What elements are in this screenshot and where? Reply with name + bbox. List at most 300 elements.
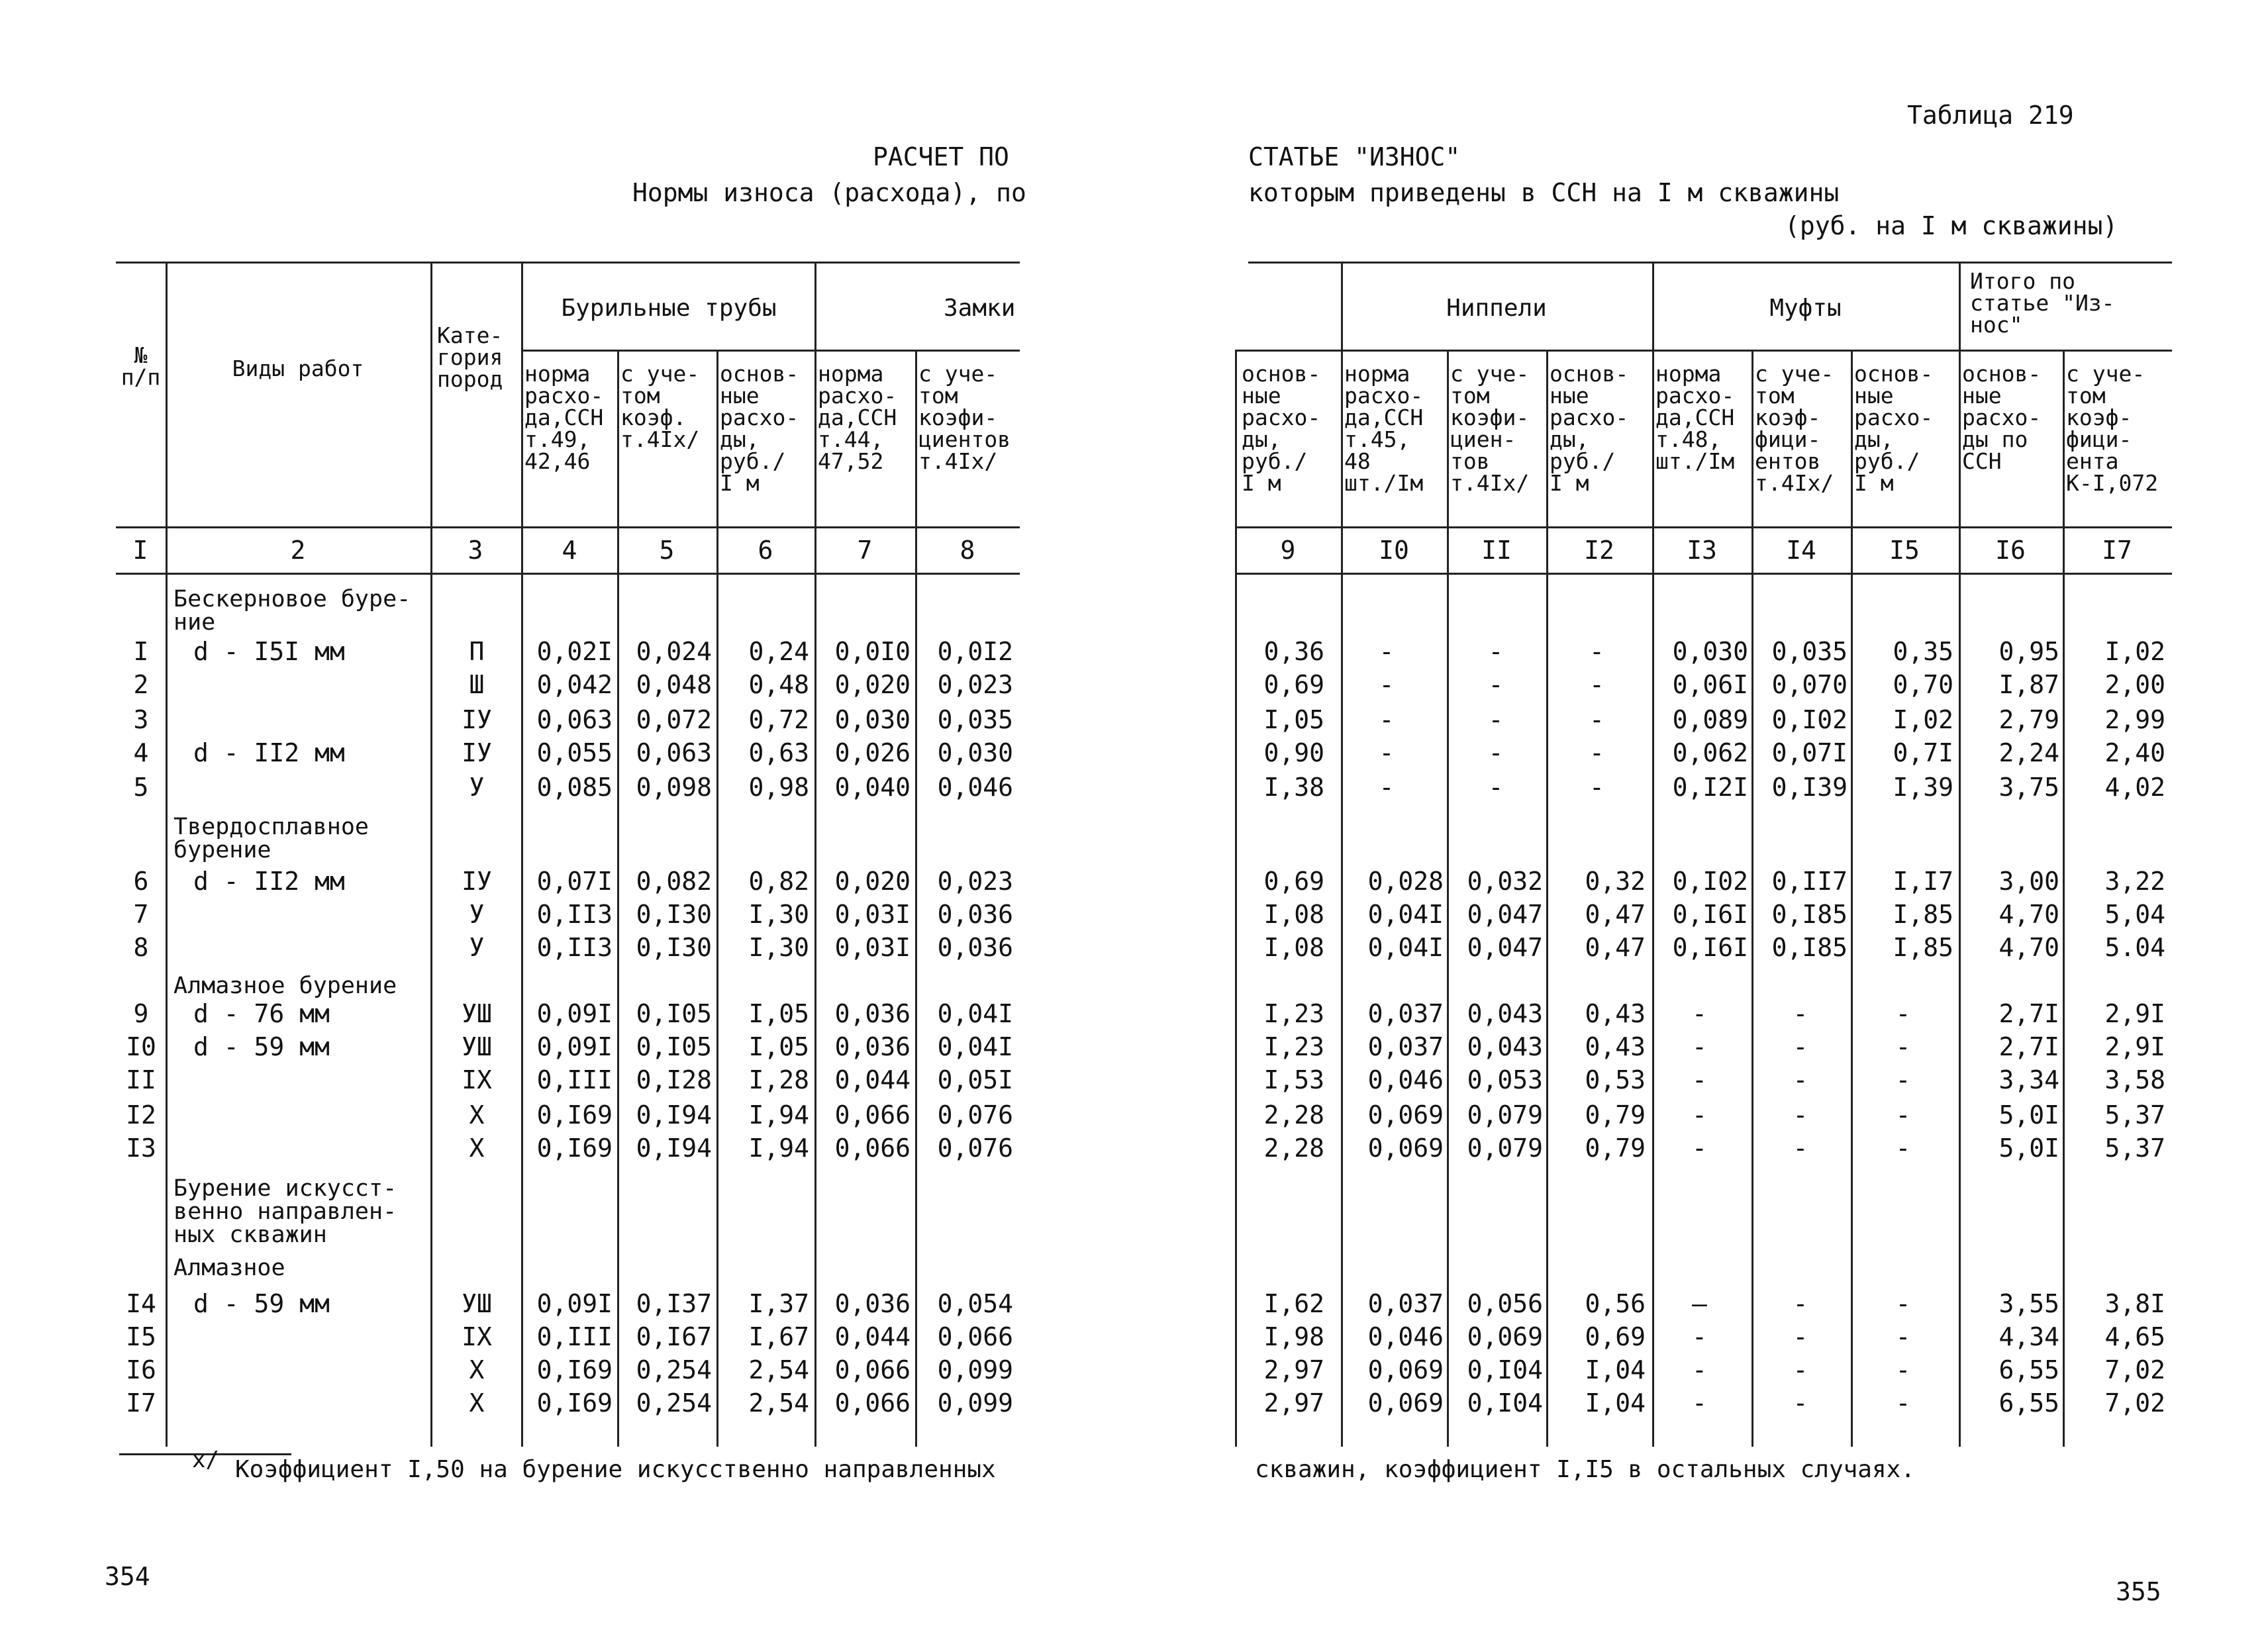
row-value: 0,069 xyxy=(1467,1322,1543,1351)
row-value: 0,I04 xyxy=(1467,1355,1543,1384)
col-header-14: с уче- том коэф- фици- ентов т.4Iх/ xyxy=(1755,361,1834,496)
row-value: 0,044 xyxy=(834,1322,911,1351)
column-number: 2 xyxy=(290,536,306,565)
row-value: I,62 xyxy=(1263,1289,1324,1318)
group-header-couplings: Муфты xyxy=(1769,295,1842,322)
row-value: 0,069 xyxy=(1367,1355,1444,1384)
row-value: - xyxy=(1692,999,1707,1028)
row-value: 0,053 xyxy=(1467,1065,1543,1094)
unit-note: (руб. на I м скважины) xyxy=(1785,211,2118,240)
row-value: 5.04 xyxy=(2104,933,2165,962)
row-number: I xyxy=(133,637,149,666)
row-value: - xyxy=(1895,1322,1911,1351)
subtitle-right: которым приведены в ССН на I м скважины xyxy=(1248,178,1840,207)
rule xyxy=(430,262,432,1447)
group-header-drill-pipes: Бурильные трубы xyxy=(561,295,777,322)
row-value: 0,089 xyxy=(1672,705,1748,734)
rule xyxy=(116,573,1020,575)
row-value: - xyxy=(1895,1065,1911,1094)
row-value: - xyxy=(1379,773,1395,802)
row-value: I,38 xyxy=(1263,773,1324,802)
row-value: 0,056 xyxy=(1467,1289,1543,1318)
row-value: 0,32 xyxy=(1585,867,1646,896)
row-value: 0,24 xyxy=(748,637,809,666)
column-number: I6 xyxy=(1995,536,2026,565)
row-value: 0,79 xyxy=(1585,1134,1646,1163)
row-rock-category: IУ xyxy=(462,867,492,896)
row-value: 0,062 xyxy=(1672,738,1748,767)
rule xyxy=(1235,350,1237,1447)
row-value: 0,I67 xyxy=(636,1322,712,1351)
row-value: 0,047 xyxy=(1467,933,1543,962)
row-value: 0,098 xyxy=(636,773,712,802)
row-value: 0,069 xyxy=(1367,1134,1444,1163)
row-number: 7 xyxy=(133,900,149,929)
row-value: 0,044 xyxy=(834,1065,911,1094)
row-value: 0,069 xyxy=(1367,1388,1444,1418)
subtitle-left: Нормы износа (расхода), по xyxy=(632,178,1026,207)
row-value: 0,030 xyxy=(834,705,911,734)
row-value: 0,I05 xyxy=(636,999,712,1028)
row-value: 0,046 xyxy=(937,773,1013,802)
footnote-mark: х/ xyxy=(192,1447,219,1473)
footnote-right: скважин, коэффициент I,I5 в остальных случаях. xyxy=(1255,1456,1915,1483)
col-header-num: № п/п xyxy=(121,342,161,390)
row-value: 7,02 xyxy=(2104,1388,2165,1418)
row-value: 0,I37 xyxy=(636,1289,712,1318)
row-value: 0,09I xyxy=(536,1289,613,1318)
row-value: 2,99 xyxy=(2104,705,2165,734)
column-number: 5 xyxy=(659,536,675,565)
row-value: 4,34 xyxy=(1998,1322,2059,1351)
rule xyxy=(521,262,523,1447)
row-number: 9 xyxy=(133,999,149,1028)
row-value: 0,I02 xyxy=(1771,705,1848,734)
row-value: 0,076 xyxy=(937,1100,1013,1130)
row-number: 4 xyxy=(133,738,149,767)
row-value: 0,036 xyxy=(834,1289,911,1318)
row-value: 0,56 xyxy=(1585,1289,1646,1318)
row-value: 0,043 xyxy=(1467,999,1543,1028)
row-value: 2,9I xyxy=(2104,999,2165,1028)
row-value: - xyxy=(1793,1388,1808,1418)
row-value: 0,063 xyxy=(536,705,613,734)
column-number: 8 xyxy=(960,536,975,565)
page-number-left: 354 xyxy=(105,1562,150,1591)
row-value: 0,0I0 xyxy=(834,637,911,666)
row-value: 0,066 xyxy=(834,1134,911,1163)
row-value: 0,099 xyxy=(937,1388,1013,1418)
row-value: 0,030 xyxy=(937,738,1013,767)
row-value: 0,69 xyxy=(1263,867,1324,896)
page-number-right: 355 xyxy=(2116,1577,2161,1606)
row-rock-category: У xyxy=(469,773,485,802)
section-label: Бурение искусст- венно направлен- ных скважин xyxy=(173,1175,397,1248)
row-value: 0,07I xyxy=(536,867,613,896)
row-value: 3,34 xyxy=(1998,1065,2059,1094)
row-value: 0,III xyxy=(536,1322,613,1351)
rule xyxy=(1751,350,1753,1447)
row-number: I7 xyxy=(126,1388,156,1418)
row-value: - xyxy=(1488,670,1504,699)
row-value: 0,I6I xyxy=(1672,900,1748,929)
row-value: 2,28 xyxy=(1263,1100,1324,1130)
row-value: 0,035 xyxy=(937,705,1013,734)
rule xyxy=(1235,573,2172,575)
row-value: I,30 xyxy=(748,933,809,962)
row-rock-category: Х xyxy=(469,1100,485,1130)
row-value: 2,79 xyxy=(1998,705,2059,734)
section-label: Твердосплавное бурение xyxy=(173,814,370,863)
row-rock-category: Х xyxy=(469,1355,485,1384)
row-rock-category: УШ xyxy=(462,999,492,1028)
row-value: I,30 xyxy=(748,900,809,929)
column-number: I xyxy=(132,536,148,565)
row-value: 0,I85 xyxy=(1771,933,1848,962)
row-value: 0,I6I xyxy=(1672,933,1748,962)
row-value: - xyxy=(1793,1355,1808,1384)
row-value: 0,I02 xyxy=(1672,867,1748,896)
row-value: - xyxy=(1692,1355,1707,1384)
row-value: I,85 xyxy=(1893,933,1953,962)
row-value: 2,00 xyxy=(2104,670,2165,699)
row-value: I,02 xyxy=(1893,705,1953,734)
row-value: 2,54 xyxy=(748,1388,809,1418)
row-value: I,05 xyxy=(748,1032,809,1061)
row-rock-category: IУ xyxy=(462,705,492,734)
row-value: 5,37 xyxy=(2104,1100,2165,1130)
row-value: I,39 xyxy=(1893,773,1953,802)
row-value: 0,47 xyxy=(1585,933,1646,962)
row-value: I,53 xyxy=(1263,1065,1324,1094)
rule xyxy=(166,262,168,1447)
row-number: I5 xyxy=(126,1322,156,1351)
row-value: I,23 xyxy=(1263,1032,1324,1061)
footnote-left: Коэффициент I,50 на бурение искусственно направленных xyxy=(235,1456,996,1483)
row-value: 0,43 xyxy=(1585,999,1646,1028)
row-value: 0,I69 xyxy=(536,1355,613,1384)
row-value: - xyxy=(1589,705,1604,734)
row-value: I,87 xyxy=(1998,670,2059,699)
row-rock-category: Х xyxy=(469,1388,485,1418)
row-rock-category: П xyxy=(469,637,485,666)
row-number: 3 xyxy=(133,705,149,734)
row-value: 0,023 xyxy=(937,670,1013,699)
row-value: 0,099 xyxy=(937,1355,1013,1384)
row-value: - xyxy=(1692,1065,1707,1094)
row-number: 6 xyxy=(133,867,149,896)
col-header-5: с уче- том коэф. т.4Iх/ xyxy=(620,361,700,452)
row-value: 0,II3 xyxy=(536,933,613,962)
row-value: 0,054 xyxy=(937,1289,1013,1318)
row-value: 0,036 xyxy=(937,900,1013,929)
column-number: I3 xyxy=(1687,536,1717,565)
row-value: - xyxy=(1793,1065,1808,1094)
col-header-12: основ- ные расхо- ды, руб./ I м xyxy=(1550,361,1629,496)
col-header-6: основ- ные расхо- ды, руб./ I м xyxy=(720,361,799,496)
row-work-type: d - 76 мм xyxy=(193,999,330,1028)
column-number: 3 xyxy=(468,536,483,565)
rule xyxy=(523,350,1020,352)
row-value: - xyxy=(1379,637,1395,666)
row-value: 0,I94 xyxy=(636,1134,712,1163)
rule xyxy=(1235,350,2172,352)
row-value: I,28 xyxy=(748,1065,809,1094)
table-number: Таблица 219 xyxy=(1907,101,2074,130)
row-value: 0,035 xyxy=(1771,637,1848,666)
row-value: 0,254 xyxy=(636,1388,712,1418)
row-value: 6,55 xyxy=(1998,1388,2059,1418)
row-number: I2 xyxy=(126,1100,156,1130)
row-value: 0,048 xyxy=(636,670,712,699)
row-value: 0,36 xyxy=(1263,637,1324,666)
row-value: 0,03I xyxy=(834,900,911,929)
row-value: I,94 xyxy=(748,1134,809,1163)
rule xyxy=(716,350,718,1447)
row-value: 2,40 xyxy=(2104,738,2165,767)
row-value: I,05 xyxy=(1263,705,1324,734)
group-header-total: Итого по статье "Из- нос" xyxy=(1970,268,2115,338)
row-value: 0,026 xyxy=(834,738,911,767)
row-value: 0,I04 xyxy=(1467,1388,1543,1418)
row-value: - xyxy=(1488,705,1504,734)
row-rock-category: IУ xyxy=(462,738,492,767)
row-value: 3,75 xyxy=(1998,773,2059,802)
row-value: 0,98 xyxy=(748,773,809,802)
row-value: 0,082 xyxy=(636,867,712,896)
row-rock-category: У xyxy=(469,900,485,929)
row-value: 0,037 xyxy=(1367,999,1444,1028)
row-number: 8 xyxy=(133,933,149,962)
rule xyxy=(1248,262,2172,264)
row-value: 3,22 xyxy=(2104,867,2165,896)
row-value: 0,63 xyxy=(748,738,809,767)
row-value: - xyxy=(1793,1100,1808,1130)
row-value: 0,040 xyxy=(834,773,911,802)
row-value: 0,066 xyxy=(937,1322,1013,1351)
column-number: I7 xyxy=(2102,536,2132,565)
rule xyxy=(1546,350,1548,1447)
row-value: I,04 xyxy=(1585,1355,1646,1384)
row-value: 2,54 xyxy=(748,1355,809,1384)
row-value: 0,04I xyxy=(937,999,1013,1028)
row-value: I,23 xyxy=(1263,999,1324,1028)
row-value: 5,37 xyxy=(2104,1134,2165,1163)
row-value: 0,066 xyxy=(834,1388,911,1418)
group-header-locks: Замки xyxy=(944,295,1016,322)
row-value: 0,046 xyxy=(1367,1322,1444,1351)
row-value: I,08 xyxy=(1263,933,1324,962)
column-number: 6 xyxy=(758,536,773,565)
col-header-11: с уче- том коэфи- циен- тов т.4Iх/ xyxy=(1450,361,1530,496)
row-value: 0,I28 xyxy=(636,1065,712,1094)
row-number: I4 xyxy=(126,1289,156,1318)
col-header-4: норма расхо- да,ССН т.49, 42,46 xyxy=(524,361,604,474)
column-number: I2 xyxy=(1584,536,1614,565)
row-value: - xyxy=(1895,1355,1911,1384)
group-header-nipples: Ниппели xyxy=(1446,295,1547,322)
row-value: 3,58 xyxy=(2104,1065,2165,1094)
row-value: I,94 xyxy=(748,1100,809,1130)
column-number: 7 xyxy=(857,536,873,565)
row-value: 0,063 xyxy=(636,738,712,767)
row-value: - xyxy=(1589,637,1604,666)
rule xyxy=(617,350,619,1447)
row-value: 0,024 xyxy=(636,637,712,666)
rule xyxy=(1447,350,1449,1447)
row-value: - xyxy=(1589,773,1604,802)
row-value: 0,I05 xyxy=(636,1032,712,1061)
row-value: 0,III xyxy=(536,1065,613,1094)
row-value: 0,036 xyxy=(834,999,911,1028)
row-value: 0,04I xyxy=(1367,900,1444,929)
rule xyxy=(1341,262,1343,1447)
row-value: 5,04 xyxy=(2104,900,2165,929)
row-value: 0,079 xyxy=(1467,1100,1543,1130)
row-value: 0,69 xyxy=(1585,1322,1646,1351)
row-value: - xyxy=(1379,670,1395,699)
row-value: 0,070 xyxy=(1771,670,1848,699)
row-value: 0,II7 xyxy=(1771,867,1848,896)
row-value: 0,I85 xyxy=(1771,900,1848,929)
row-value: 0,028 xyxy=(1367,867,1444,896)
rule xyxy=(116,526,1020,528)
row-work-type: d - I5I мм xyxy=(193,637,345,666)
row-number: II xyxy=(126,1065,156,1094)
rule xyxy=(1235,526,2172,528)
title-right: СТАТЬЕ "ИЗНОС" xyxy=(1248,142,1461,171)
row-value: 0,055 xyxy=(536,738,613,767)
row-value: 5,0I xyxy=(1998,1100,2059,1130)
row-value: 0,043 xyxy=(1467,1032,1543,1061)
row-value: - xyxy=(1589,738,1604,767)
row-value: I,04 xyxy=(1585,1388,1646,1418)
rule xyxy=(1652,262,1654,1447)
row-value: - xyxy=(1895,1134,1911,1163)
col-header-10: норма расхо- да,ССН т.45, 48 шт./Iм xyxy=(1344,361,1424,496)
section-label: Алмазное бурение xyxy=(173,973,397,999)
row-value: 0,69 xyxy=(1263,670,1324,699)
col-header-8: с уче- том коэфи- циентов т.4Iх/ xyxy=(918,361,1011,474)
row-value: 2,7I xyxy=(1998,1032,2059,1061)
row-work-type: d - II2 мм xyxy=(193,867,345,896)
row-value: - xyxy=(1692,1100,1707,1130)
row-value: - xyxy=(1793,1032,1808,1061)
row-value: 0,90 xyxy=(1263,738,1324,767)
row-value: I,02 xyxy=(2104,637,2165,666)
row-number: I6 xyxy=(126,1355,156,1384)
row-value: 0,79 xyxy=(1585,1100,1646,1130)
row-value: 2,97 xyxy=(1263,1388,1324,1418)
row-value: 0,72 xyxy=(748,705,809,734)
row-value: 0,I30 xyxy=(636,933,712,962)
col-header-13: норма расхо- да,ССН т.48, шт./Iм xyxy=(1655,361,1735,474)
row-value: 2,97 xyxy=(1263,1355,1324,1384)
row-value: 0,09I xyxy=(536,999,613,1028)
row-value: 0,037 xyxy=(1367,1289,1444,1318)
row-value: 0,47 xyxy=(1585,900,1646,929)
row-rock-category: У xyxy=(469,933,485,962)
row-value: - xyxy=(1895,1100,1911,1130)
row-value: 2,24 xyxy=(1998,738,2059,767)
row-value: 0,82 xyxy=(748,867,809,896)
row-work-type: d - 59 мм xyxy=(193,1289,330,1318)
row-value: I,05 xyxy=(748,999,809,1028)
row-value: - xyxy=(1488,738,1504,767)
row-value: 0,I30 xyxy=(636,900,712,929)
row-value: 4,70 xyxy=(1998,900,2059,929)
row-value: 0,02I xyxy=(536,637,613,666)
row-value: 0,I2I xyxy=(1672,773,1748,802)
row-value: - xyxy=(1793,1134,1808,1163)
rule xyxy=(814,262,816,1447)
title-left: РАСЧЕТ ПО xyxy=(873,142,1009,171)
row-value: - xyxy=(1895,1289,1911,1318)
row-rock-category: IХ xyxy=(462,1065,492,1094)
row-value: 0,030 xyxy=(1672,637,1748,666)
row-value: 0,05I xyxy=(937,1065,1013,1094)
row-value: - xyxy=(1692,1388,1707,1418)
rule xyxy=(1959,262,1961,1447)
row-value: 0,023 xyxy=(937,867,1013,896)
row-number: 5 xyxy=(133,773,149,802)
rule xyxy=(1851,350,1853,1447)
row-value: I,85 xyxy=(1893,900,1953,929)
row-value: - xyxy=(1379,705,1395,734)
col-header-17: с уче- том коэф- фици- ента К-I,072 xyxy=(2066,361,2159,496)
row-value: - xyxy=(1488,773,1504,802)
row-value: 0,03I xyxy=(834,933,911,962)
row-value: 0,066 xyxy=(834,1355,911,1384)
row-value: - xyxy=(1488,637,1504,666)
col-header-16: основ- ные расхо- ды по ССН xyxy=(1962,361,2042,474)
row-value: 0,I69 xyxy=(536,1134,613,1163)
row-rock-category: IХ xyxy=(462,1322,492,1351)
row-number: I3 xyxy=(126,1134,156,1163)
row-value: - xyxy=(1692,1322,1707,1351)
row-value: - xyxy=(1793,999,1808,1028)
row-rock-category: Х xyxy=(469,1134,485,1163)
row-value: 0,072 xyxy=(636,705,712,734)
row-value: - xyxy=(1793,1289,1808,1318)
row-rock-category: УШ xyxy=(462,1289,492,1318)
row-value: - xyxy=(1793,1322,1808,1351)
row-value: I,67 xyxy=(748,1322,809,1351)
row-value: 0,032 xyxy=(1467,867,1543,896)
row-value: - xyxy=(1895,1032,1911,1061)
row-value: 0,06I xyxy=(1672,670,1748,699)
row-value: 0,7I xyxy=(1893,738,1953,767)
row-work-type: d - 59 мм xyxy=(193,1032,330,1061)
column-number: I5 xyxy=(1889,536,1920,565)
row-value: I,I7 xyxy=(1893,867,1953,896)
row-value: 0,09I xyxy=(536,1032,613,1061)
row-value: 4,02 xyxy=(2104,773,2165,802)
row-value: 7,02 xyxy=(2104,1355,2165,1384)
section-label: Алмазное xyxy=(173,1255,285,1281)
row-value: 2,9I xyxy=(2104,1032,2165,1061)
rule xyxy=(915,350,917,1447)
row-value: I,37 xyxy=(748,1289,809,1318)
row-value: - xyxy=(1692,1134,1707,1163)
col-header-9: основ- ные расхо- ды, руб./ I м xyxy=(1242,361,1321,496)
row-value: 0,037 xyxy=(1367,1032,1444,1061)
column-number: I0 xyxy=(1379,536,1409,565)
row-value: - xyxy=(1895,1388,1911,1418)
row-value: 0,I94 xyxy=(636,1100,712,1130)
row-rock-category: Ш xyxy=(469,670,485,699)
row-rock-category: УШ xyxy=(462,1032,492,1061)
